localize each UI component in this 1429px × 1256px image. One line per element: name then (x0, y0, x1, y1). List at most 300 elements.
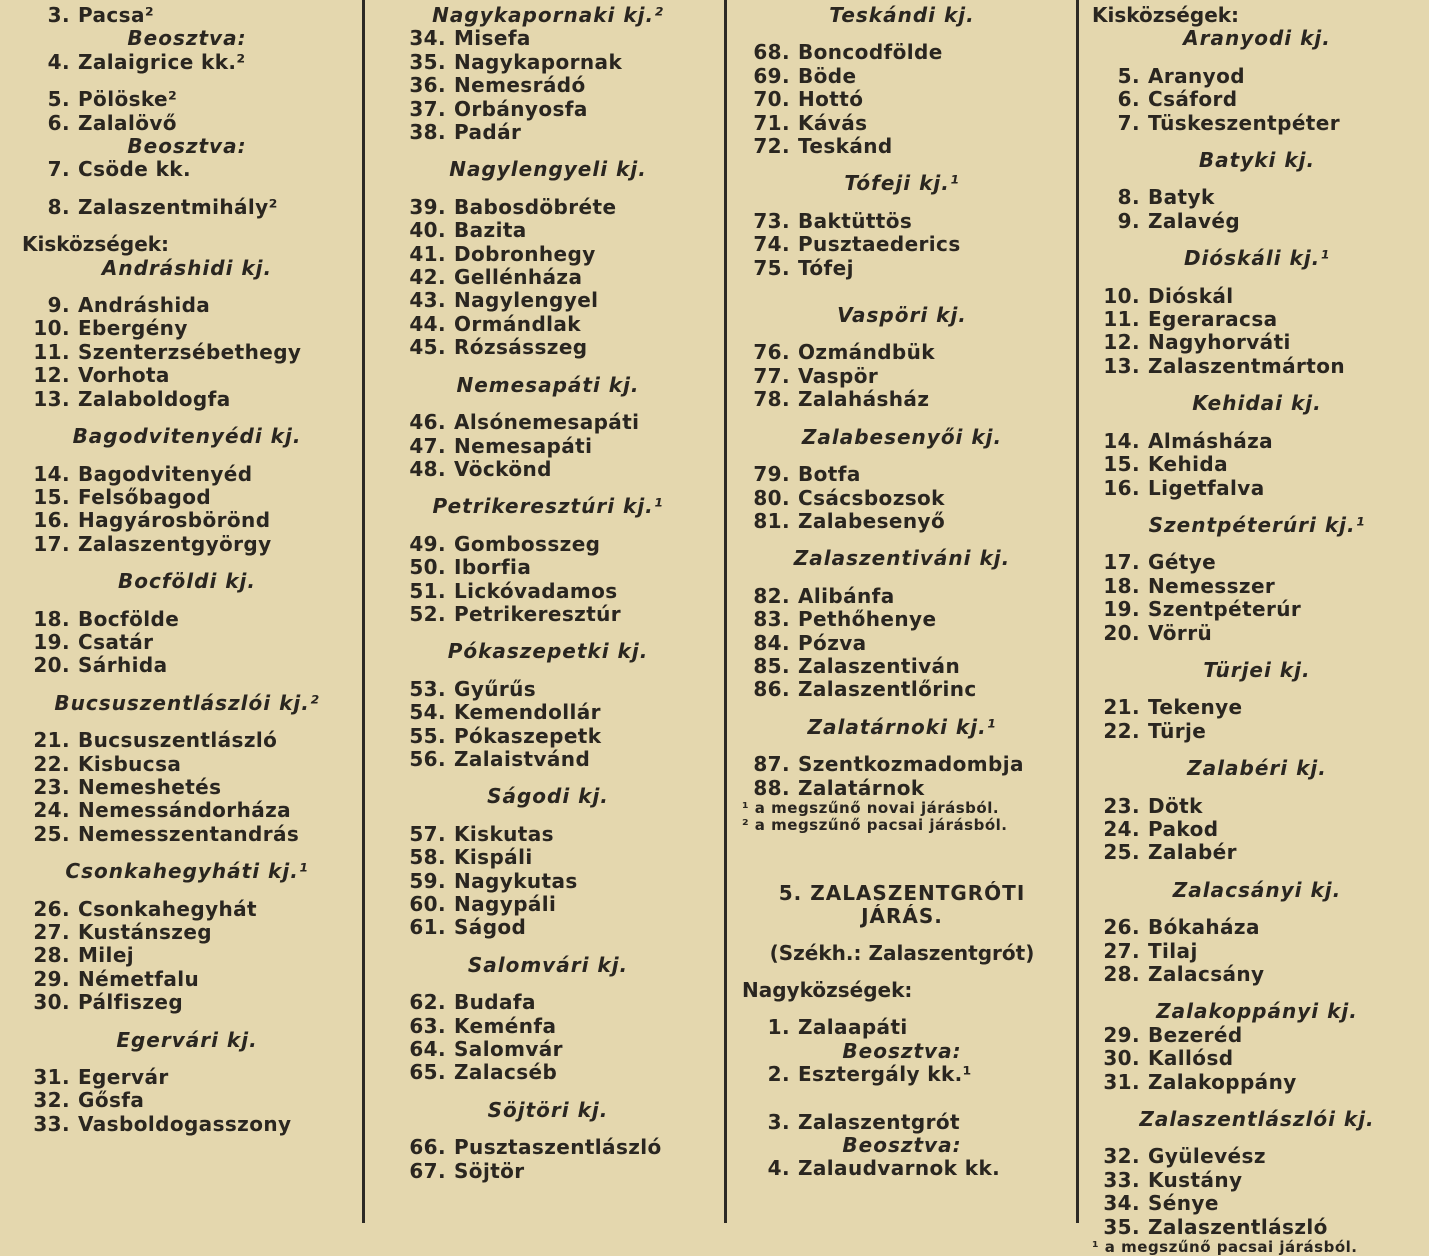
item-name: Botfa (798, 462, 861, 487)
list-item (22, 631, 352, 654)
item-name: Nagykutas (454, 868, 578, 893)
item-number: 42. (409, 265, 446, 290)
list-item (398, 1136, 698, 1159)
item-number: 20. (1103, 620, 1140, 645)
item-name: Gellénháza (454, 265, 583, 290)
list-item (742, 65, 1062, 88)
spacer (398, 1122, 698, 1136)
item-name: Kehida (1148, 452, 1229, 477)
list-item (742, 585, 1062, 608)
item-number: 88. (753, 775, 790, 800)
item-number: 9. (1117, 208, 1140, 233)
item-name: Alsónemesapáti (454, 410, 640, 435)
item-name: Csonkahegyhát (78, 896, 258, 921)
spacer (22, 1052, 352, 1066)
section-heading: Zalabesenyői kj. (801, 424, 1003, 449)
spacer (22, 411, 352, 425)
list-item (1092, 1169, 1422, 1192)
list-item (742, 41, 1062, 64)
list-item (1092, 818, 1422, 841)
list-item (742, 135, 1062, 158)
spacer (22, 678, 352, 692)
item-name: Böde (798, 63, 857, 88)
item-name: Lickóvadamos (454, 578, 618, 603)
item-name: Szenterzsébethegy (78, 339, 302, 364)
item-name: Pethőhenye (798, 607, 937, 632)
item-name: Egervár (78, 1065, 169, 1090)
item-number: 19. (1103, 597, 1140, 622)
section-heading: Pókaszepetki kj. (447, 639, 649, 664)
list-item (1092, 622, 1422, 645)
list-item (398, 243, 698, 266)
item-number: 86. (753, 677, 790, 702)
spacer (742, 158, 1062, 172)
spacer (398, 771, 698, 785)
list-item (398, 893, 698, 916)
spacer (22, 846, 352, 860)
list-item (1092, 916, 1422, 939)
item-name: Kustánszeg (78, 920, 213, 944)
item-name: Ebergény (78, 316, 188, 341)
item-number: 25. (1103, 840, 1140, 865)
item-number: 7. (1117, 110, 1140, 135)
list-item (742, 1016, 1062, 1039)
item-name: Zalaszentiván (798, 653, 961, 678)
list-item (1092, 963, 1422, 986)
item-name: Kisbucsa (78, 751, 182, 776)
item-number: 68. (753, 40, 790, 65)
spacer (742, 533, 1062, 547)
list-item (398, 823, 698, 846)
item-name: Andráshida (78, 293, 211, 318)
item-number: 35. (409, 49, 446, 74)
spacer (742, 280, 1062, 304)
item-number: 11. (33, 339, 70, 364)
item-name: Vasboldogasszony (78, 1111, 292, 1136)
spacer (742, 449, 1062, 463)
list-item (398, 603, 698, 626)
item-number: 76. (753, 340, 790, 365)
item-name: Bucsuszentlászló (78, 728, 278, 753)
item-name: Pacsa² (78, 3, 155, 27)
item-number: 62. (409, 990, 446, 1015)
spacer (1092, 271, 1422, 285)
item-name: Batyk (1148, 185, 1215, 210)
list-item (1092, 720, 1422, 743)
spacer (1092, 233, 1422, 247)
item-name: Nemesapáti (454, 433, 593, 458)
list-item (1092, 575, 1422, 598)
spacer (398, 397, 698, 411)
item-number: 23. (33, 774, 70, 799)
item-number: 49. (409, 531, 446, 556)
list-item (742, 510, 1062, 533)
item-name: Ságod (454, 915, 527, 940)
section-heading: Zalatárnoki kj.¹ (807, 714, 997, 739)
item-number: 8. (47, 194, 70, 219)
list-item (398, 121, 698, 144)
item-name: Zalacsány (1148, 962, 1265, 986)
item-name: Babosdöbréte (454, 194, 617, 219)
section-heading: Zalacsányi kj. (1172, 877, 1342, 902)
item-name: Nemessándorháza (78, 798, 292, 823)
item-name: Vaspör (798, 363, 879, 388)
item-number: 72. (753, 134, 790, 159)
item-name: Csöde kk. (78, 157, 191, 182)
item-number: 10. (1103, 283, 1140, 308)
item-name: Pókaszepetk (454, 723, 602, 748)
item-number: 19. (33, 629, 70, 654)
item-number: 5. (47, 87, 70, 112)
spacer (742, 965, 1062, 979)
list-item (1092, 355, 1422, 378)
list-item (398, 219, 698, 242)
item-name: Esztergály kk.¹ (798, 1062, 972, 1087)
section-heading: Batyki kj. (1198, 148, 1316, 173)
item-name: Nemesszentandrás (78, 821, 300, 846)
list-item (22, 364, 352, 387)
item-name: Bezeréd (1148, 1022, 1243, 1047)
column-rule-1 (362, 0, 365, 1223)
list-item (398, 556, 698, 579)
list-item (1092, 186, 1422, 209)
list-item (22, 112, 352, 135)
item-name: Pálfiszeg (78, 990, 184, 1015)
list-item (22, 88, 352, 111)
item-name: Csácsbozsok (798, 485, 945, 510)
item-name: Teskánd (798, 134, 893, 159)
item-number: 15. (1103, 452, 1140, 477)
spacer (742, 196, 1062, 210)
spacer (1092, 416, 1422, 430)
item-number: 57. (409, 821, 446, 846)
list-item (22, 51, 352, 74)
district-title: JÁRÁS. (861, 903, 943, 928)
item-name: Nagylengyel (454, 288, 599, 313)
list-item (1092, 88, 1422, 111)
item-number: 44. (409, 311, 446, 336)
item-name: Pusztaszentlászló (454, 1135, 662, 1160)
section-heading: Aranyodi kj. (1183, 26, 1331, 51)
item-name: Hottó (798, 87, 864, 112)
item-number: 40. (409, 218, 446, 243)
spacer (398, 519, 698, 533)
item-name: Zalalövő (78, 110, 177, 135)
spacer (1092, 986, 1422, 1000)
item-name: Nemesszer (1148, 573, 1276, 598)
section-heading: Salomvári kj. (467, 952, 629, 977)
item-name: Ligetfalva (1148, 475, 1265, 500)
item-name: Tekenye (1148, 695, 1243, 720)
item-number: 14. (33, 461, 70, 486)
list-item (1092, 477, 1422, 500)
list-item (398, 313, 698, 336)
item-number: 18. (1103, 573, 1140, 598)
item-number: 6. (47, 110, 70, 135)
list-item (398, 748, 698, 771)
list-item (742, 341, 1062, 364)
item-name: Zalaszentgrót (798, 1109, 960, 1134)
list-item (398, 1015, 698, 1038)
item-number: 16. (1103, 475, 1140, 500)
spacer (22, 280, 352, 294)
item-number: 1. (767, 1015, 790, 1040)
item-name: Tilaj (1148, 938, 1198, 963)
list-item (22, 921, 352, 944)
section-heading: Söjtöri kj. (487, 1097, 609, 1122)
item-number: 38. (409, 120, 446, 145)
item-number: 83. (753, 607, 790, 632)
item-name: Pusztaederics (798, 232, 961, 257)
spacer (22, 594, 352, 608)
section-heading: Csonkahegyháti kj.¹ (65, 859, 309, 884)
item-name: Kemendollár (454, 700, 601, 725)
spacer (1092, 500, 1422, 514)
spacer (398, 481, 698, 495)
item-number: 14. (1103, 428, 1140, 453)
footnote: ¹ a megszűnő pacsai járásból. (1092, 1238, 1358, 1256)
list-item (742, 365, 1062, 388)
item-name: Zalaudvarnok kk. (798, 1156, 1001, 1181)
list-item (22, 388, 352, 411)
section-heading: Kehidai kj. (1192, 391, 1322, 416)
item-number: 84. (753, 630, 790, 655)
list-item (742, 678, 1062, 701)
spacer (22, 219, 352, 233)
item-number: 67. (409, 1158, 446, 1183)
item-number: 33. (33, 1111, 70, 1136)
list-item (398, 701, 698, 724)
section-heading: Bagodvitenyédi kj. (72, 424, 302, 449)
spacer (22, 1015, 352, 1029)
section-heading: Nagykapornaki kj.² (432, 3, 664, 27)
list-item (1092, 841, 1422, 864)
list-item (22, 196, 352, 219)
list-item (1092, 1047, 1422, 1070)
list-item (742, 210, 1062, 233)
item-name: Szentpéterúr (1148, 597, 1302, 622)
item-number: 80. (753, 485, 790, 510)
section-heading: Nagylengyeli kj. (449, 157, 647, 182)
list-item (1092, 1192, 1422, 1215)
list-item (398, 870, 698, 893)
item-number: 4. (47, 49, 70, 74)
item-name: Egeraracsa (1148, 307, 1278, 332)
list-item (22, 729, 352, 752)
list-item (742, 608, 1062, 631)
item-number: 11. (1103, 307, 1140, 332)
item-name: Gétye (1148, 550, 1217, 575)
section-heading: Bocföldi kj. (117, 569, 257, 594)
spacer (1092, 1131, 1422, 1145)
list-item (742, 487, 1062, 510)
item-number: 61. (409, 915, 446, 940)
item-name: Tüskeszentpéter (1148, 110, 1340, 135)
item-name: Németfalu (78, 966, 200, 991)
spacer (1092, 51, 1422, 65)
list-item (22, 341, 352, 364)
list-item (22, 4, 352, 27)
list-item (398, 725, 698, 748)
item-number: 2. (767, 1062, 790, 1087)
spacer (398, 144, 698, 158)
item-number: 21. (1103, 695, 1140, 720)
item-number: 28. (1103, 962, 1140, 986)
list-item (398, 266, 698, 289)
spacer (1092, 378, 1422, 392)
item-name: Bókaháza (1148, 915, 1260, 940)
item-name: Boncodfölde (798, 40, 943, 65)
spacer (742, 571, 1062, 585)
section-heading: Andráshidi kj. (101, 255, 273, 280)
section-heading: Beosztva: (842, 1133, 962, 1157)
list-item (742, 632, 1062, 655)
item-name: Zalatárnok (798, 775, 925, 800)
spacer (22, 449, 352, 463)
item-number: 54. (409, 700, 446, 725)
item-name: Zalaszentgyörgy (78, 531, 272, 556)
item-name: Dobronhegy (454, 241, 596, 266)
item-number: 41. (409, 241, 446, 266)
item-name: Bagodvitenyéd (78, 461, 253, 486)
section-heading: Teskándi kj. (829, 3, 975, 27)
item-name: Dióskál (1148, 283, 1234, 308)
list-item (1092, 1216, 1422, 1239)
item-name: Zalaszentmárton (1148, 353, 1345, 378)
item-name: Gyülevész (1148, 1144, 1266, 1169)
item-number: 34. (1103, 1191, 1140, 1216)
list-item (742, 777, 1062, 800)
column-4 (1092, 4, 1422, 1256)
spacer (22, 884, 352, 898)
section-heading: Ságodi kj. (487, 784, 609, 809)
list-item (742, 233, 1062, 256)
item-number: 34. (409, 26, 446, 51)
item-name: Szentkozmadombja (798, 752, 1024, 777)
item-number: 53. (409, 676, 446, 701)
spacer (742, 27, 1062, 41)
list-item (22, 486, 352, 509)
spacer (1092, 743, 1422, 757)
item-number: 64. (409, 1037, 446, 1062)
list-item (22, 158, 352, 181)
item-number: 56. (409, 746, 446, 771)
item-number: 82. (753, 583, 790, 608)
list-item (398, 51, 698, 74)
spacer (22, 74, 352, 88)
item-number: 58. (409, 845, 446, 870)
item-number: 24. (33, 798, 70, 823)
item-name: Nagyhorváti (1148, 330, 1291, 355)
list-item (22, 1113, 352, 1136)
item-number: 66. (409, 1135, 446, 1160)
item-number: 22. (33, 751, 70, 776)
item-name: Vöckönd (454, 456, 552, 481)
spacer (398, 626, 698, 640)
item-name: Keménfa (454, 1013, 557, 1038)
item-name: Alibánfa (798, 583, 895, 608)
column-rule-2 (724, 0, 727, 1223)
list-item (22, 823, 352, 846)
list-item (22, 1089, 352, 1112)
item-number: 31. (1103, 1069, 1140, 1094)
list-item (1092, 1071, 1422, 1094)
item-number: 85. (753, 653, 790, 678)
item-name: Zalacséb (454, 1060, 558, 1085)
footnote: ¹ a megszűnő novai járásból. (742, 798, 1000, 817)
list-item (22, 776, 352, 799)
spacer (1092, 172, 1422, 186)
item-name: Milej (78, 943, 135, 968)
item-number: 77. (753, 363, 790, 388)
item-name: Pózva (798, 630, 867, 655)
list-item (742, 753, 1062, 776)
spacer (22, 556, 352, 570)
item-number: 30. (1103, 1046, 1140, 1071)
list-item (398, 1061, 698, 1084)
item-number: 21. (33, 728, 70, 753)
item-name: Ozmándbük (798, 340, 935, 365)
spacer (398, 809, 698, 823)
item-name: Zalaszentmihály² (78, 194, 278, 219)
section-heading: Bucsuszentlászlói kj.² (54, 690, 320, 715)
item-number: 70. (753, 87, 790, 112)
item-number: 7. (47, 157, 70, 182)
item-name: Nemesrádó (454, 73, 586, 98)
list-item (742, 1063, 1062, 1086)
list-item (1092, 598, 1422, 621)
list-item (1092, 551, 1422, 574)
item-number: 29. (33, 966, 70, 991)
item-name: Sénye (1148, 1191, 1219, 1216)
spacer (1092, 645, 1422, 659)
list-item (398, 580, 698, 603)
item-number: 27. (1103, 938, 1140, 963)
list-item (22, 317, 352, 340)
item-number: 32. (33, 1088, 70, 1113)
list-item (22, 1066, 352, 1089)
list-item (22, 968, 352, 991)
item-number: 8. (1117, 185, 1140, 210)
list-item (22, 608, 352, 631)
list-item (398, 991, 698, 1014)
spacer (742, 327, 1062, 341)
list-item (398, 533, 698, 556)
list-item (1092, 430, 1422, 453)
spacer (742, 834, 1062, 858)
item-number: 23. (1103, 793, 1140, 818)
section-heading: Petrikeresztúri kj.¹ (432, 494, 664, 519)
item-number: 29. (1103, 1022, 1140, 1047)
item-number: 35. (1103, 1214, 1140, 1239)
spacer (398, 360, 698, 374)
list-item (742, 655, 1062, 678)
item-number: 71. (753, 110, 790, 135)
item-name: Pölöske² (78, 87, 178, 112)
spacer (742, 702, 1062, 716)
section-heading: Türjei kj. (1203, 657, 1311, 682)
section-heading: Beosztva: (127, 134, 247, 159)
item-name: Zalabér (1148, 840, 1237, 865)
item-name: Gősfa (78, 1088, 145, 1113)
item-name: Söjtör (454, 1158, 525, 1183)
item-number: 47. (409, 433, 446, 458)
spacer (742, 858, 1062, 882)
item-name: Zalahásház (798, 387, 930, 412)
item-number: 55. (409, 723, 446, 748)
list-item (1092, 65, 1422, 88)
item-number: 27. (33, 920, 70, 944)
